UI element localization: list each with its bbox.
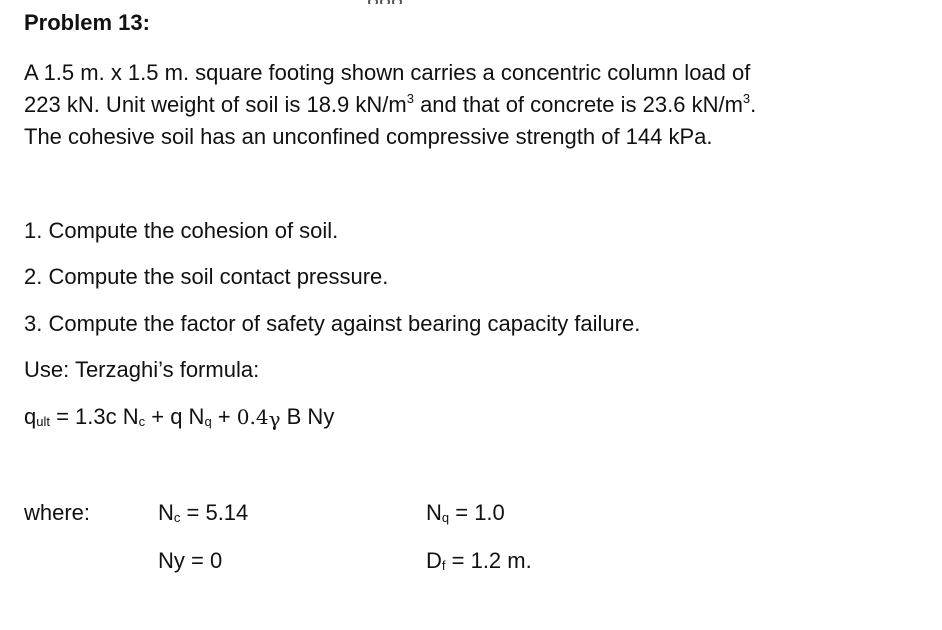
nc-value: $N_c = 5.14$ xyxy=(158,500,249,525)
question-1: 1. Compute the cohesion of soil. xyxy=(24,218,339,243)
cropped-mark-top xyxy=(368,0,410,4)
terzaghi-formula: $q_{ult} = 1.3c$ $N_c + q$ $N_q + 0.4_\gamma$ B Ny xyxy=(24,404,335,431)
problem-statement xyxy=(24,57,924,153)
problem-title: Problem 13: xyxy=(24,10,150,35)
statement-line-3: The cohesive soil has an unconfined compressive strength of 144 kPa. xyxy=(24,124,713,149)
use-formula-label: Use: Terzaghi’s formula: xyxy=(24,357,260,382)
df-value: $D_f = 1.2$ m. xyxy=(426,548,532,573)
where-label: where: xyxy=(24,500,91,525)
question-3: 3. Compute the factor of safety against bearing capacity failure. xyxy=(24,311,641,336)
question-2: 2. Compute the soil contact pressure. xyxy=(24,264,389,289)
ny-value: Ny = 0 xyxy=(158,548,223,573)
nq-value: $N_q = 1.0$ xyxy=(426,500,505,525)
statement-line-1: A 1.5 m. x 1.5 m. square footing shown carries a concentric column load of xyxy=(24,60,751,85)
statement-line-2: 223 kN. Unit weight of soil is 18.9 $kN/m^3$ and that of concrete is 23.6 $kN/m^3$. xyxy=(24,91,757,117)
